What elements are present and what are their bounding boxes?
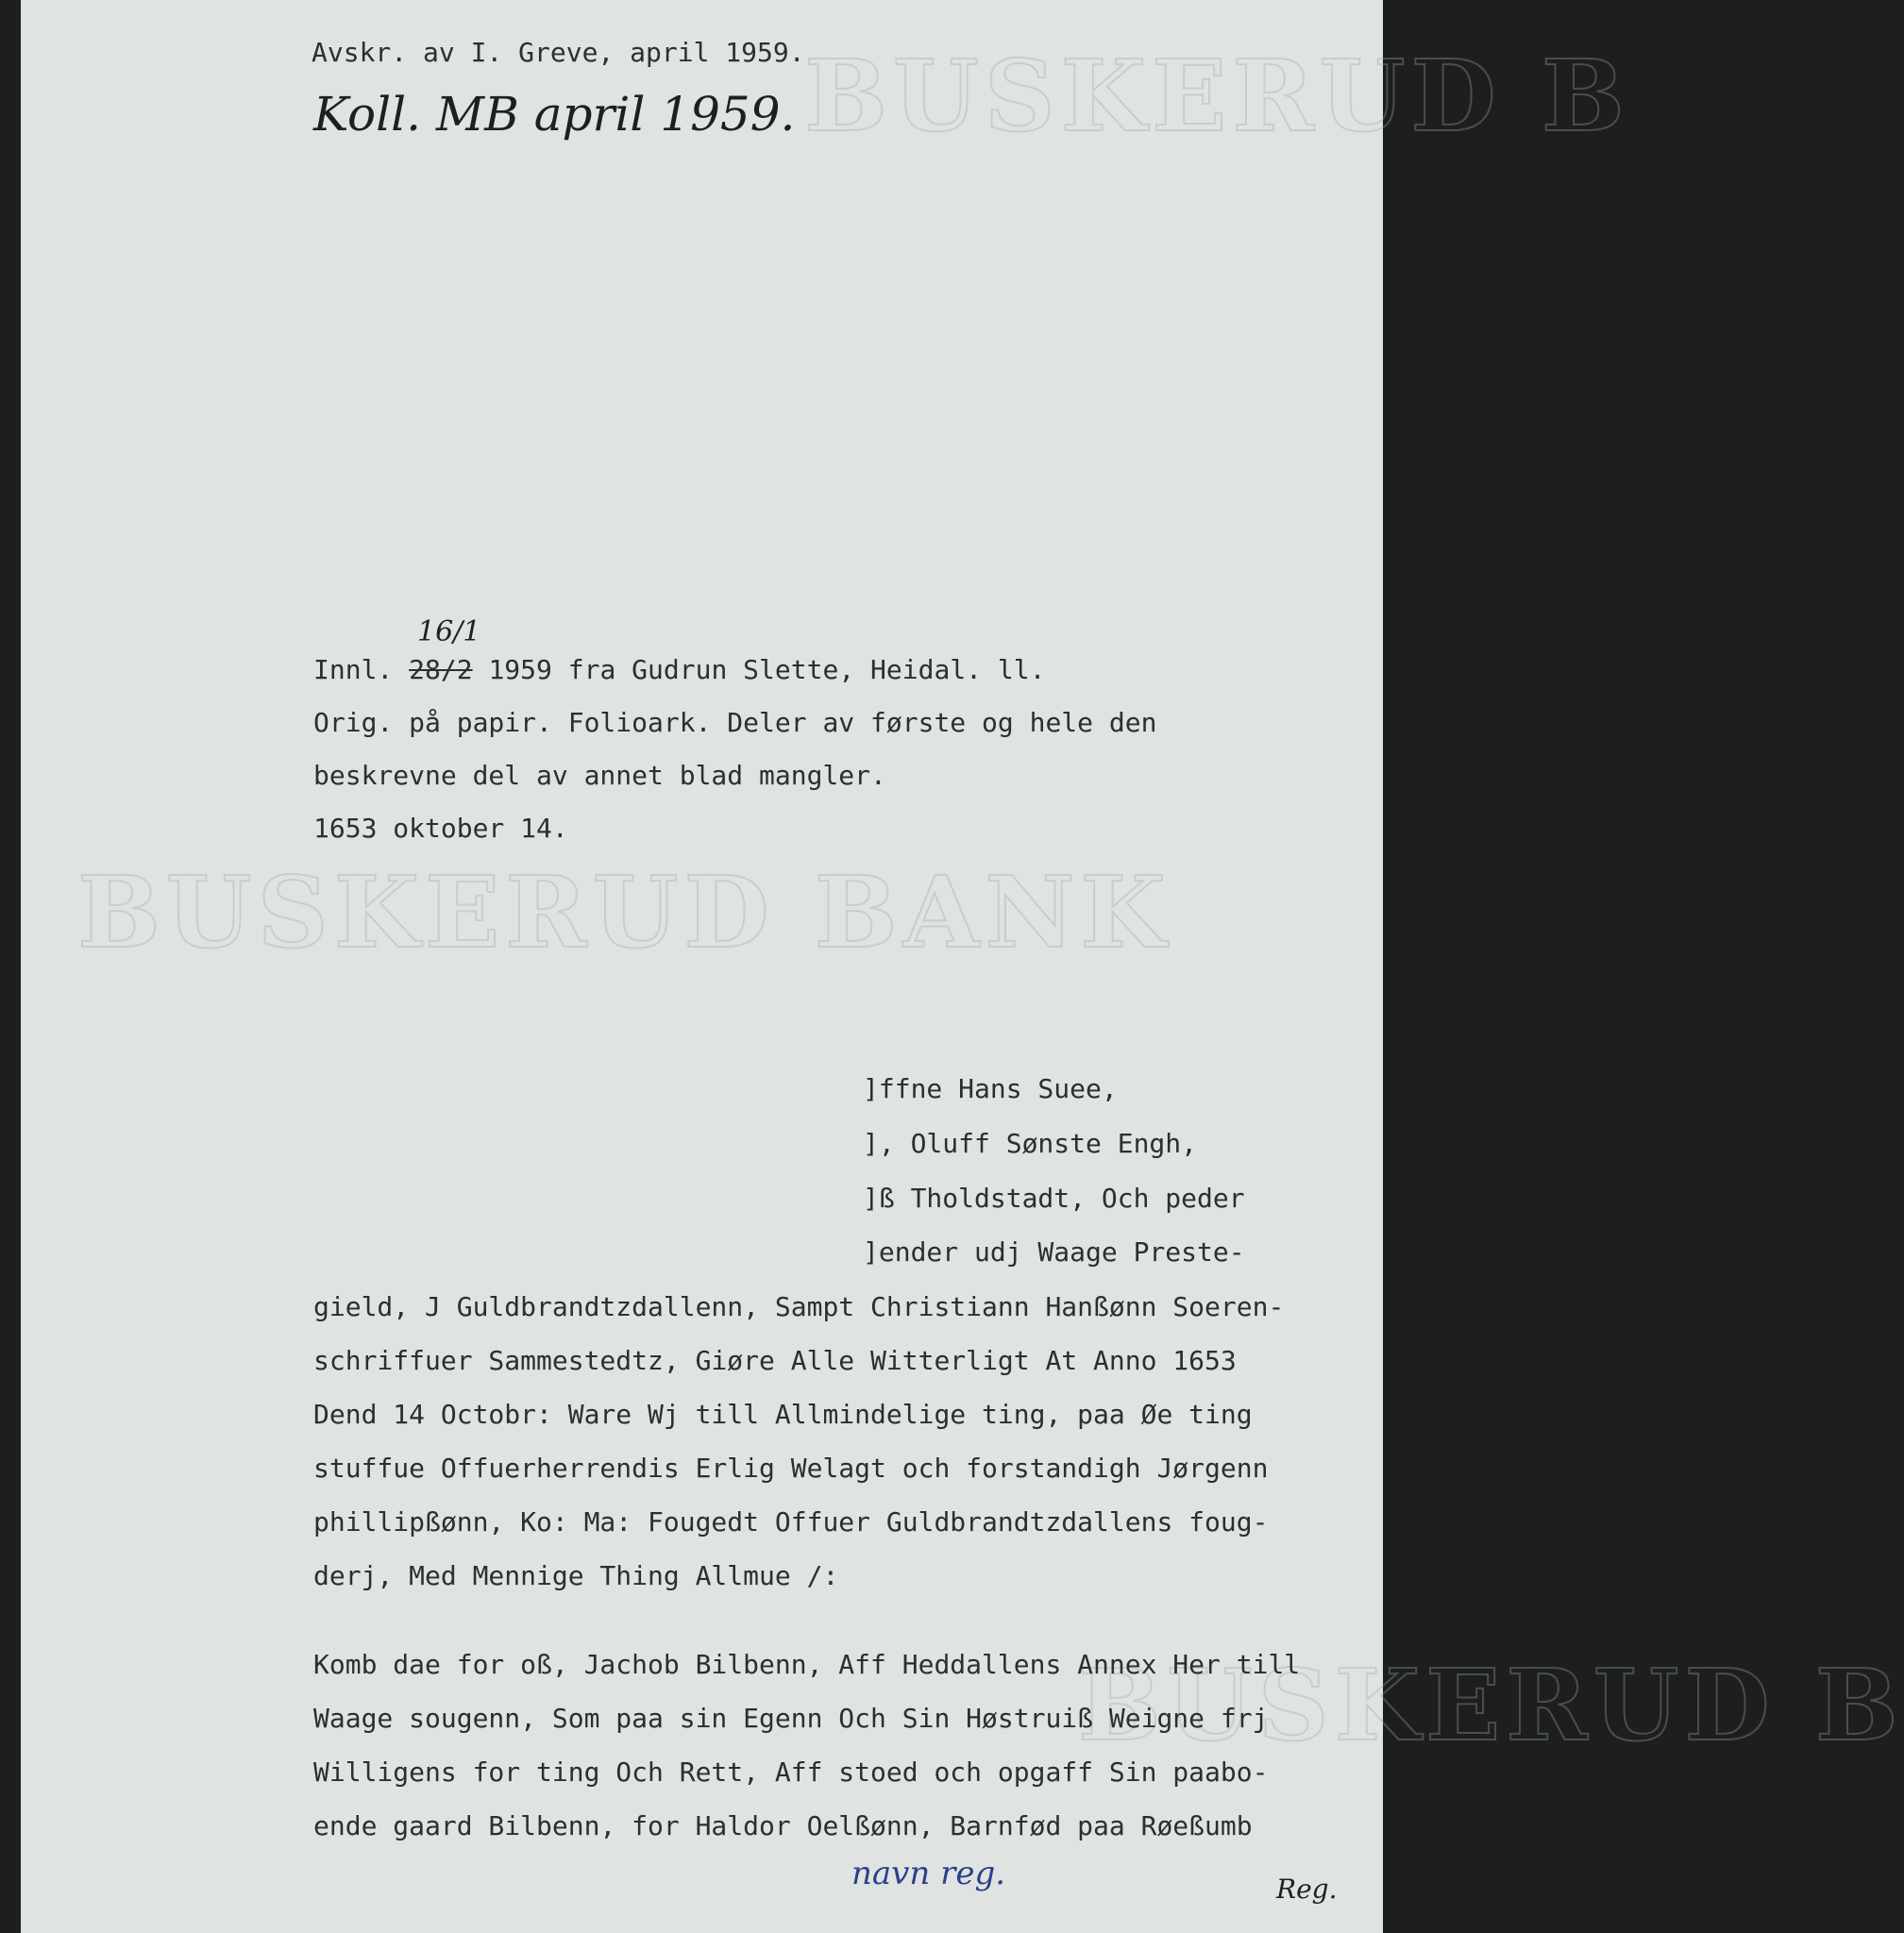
intro-line-3: beskrevne del av annet blad mangler.: [313, 760, 886, 791]
intro-line-2: Orig. på papir. Folioark. Deler av første og hele den: [313, 707, 1157, 738]
body2-line-4: ende gaard Bilbenn, for Haldor Oelßønn, Barnfød paa Røeßumb: [313, 1810, 1253, 1841]
footer-handwritten-note: navn reg.: [851, 1855, 1006, 1892]
watermark-top: BUSKERUD B: [804, 38, 1630, 154]
intro-struck-date: 28/2: [409, 654, 473, 685]
body-line-2: schriffuer Sammestedtz, Giøre Alle Witterligt At Anno 1653: [313, 1345, 1237, 1376]
fragment-line-2: ], Oluff Sønste Engh,: [863, 1128, 1198, 1159]
body-line-6: derj, Med Mennige Thing Allmue /:: [313, 1560, 839, 1591]
body-line-3: Dend 14 Octobr: Ware Wj till Allmindelige ting, paa Øe ting: [313, 1399, 1253, 1430]
header-handwritten: Koll. MB april 1959.: [313, 87, 796, 142]
document-page: [21, 0, 1904, 1933]
fragment-line-3: ]ß Tholdstadt, Och peder: [863, 1183, 1245, 1214]
body2-line-2: Waage sougenn, Som paa sin Egenn Och Sin Høstruiß Weigne frj: [313, 1703, 1269, 1734]
header-typed: Avskr. av I. Greve, april 1959.: [312, 37, 805, 68]
intro-line-1b: 1959 fra Gudrun Slette, Heidal. ll.: [472, 654, 1046, 685]
body-line-5: phillipßønn, Ko: Ma: Fougedt Offuer Guldbrandtzdallens foug-: [313, 1506, 1269, 1538]
body2-line-3: Willigens for ting Och Rett, Aff stoed och opgaff Sin paabo-: [313, 1757, 1269, 1788]
footer-handwritten-reg: Reg.: [1276, 1874, 1338, 1905]
intro-inserted-date: 16/1: [417, 615, 481, 648]
intro-line-1a: Innl.: [313, 654, 410, 685]
fragment-line-4: ]ender udj Waage Preste-: [863, 1236, 1245, 1268]
body-line-1: gield, J Guldbrandtzdallenn, Sampt Christiann Hanßønn Soeren-: [313, 1291, 1285, 1322]
fragment-line-1: ]ffne Hans Suee,: [863, 1073, 1118, 1104]
watermark-middle: BUSKERUD BANK: [77, 854, 1171, 970]
intro-line-4: 1653 oktober 14.: [313, 813, 568, 844]
intro-line-1: [313, 654, 1046, 685]
watermark-bottom: BUSKERUD B: [1078, 1647, 1904, 1763]
body2-line-1: Komb dae for oß, Jachob Bilbenn, Aff Heddallens Annex Her till: [313, 1649, 1301, 1680]
body-line-4: stuffue Offuerherrendis Erlig Welagt och forstandigh Jørgenn: [313, 1453, 1269, 1484]
